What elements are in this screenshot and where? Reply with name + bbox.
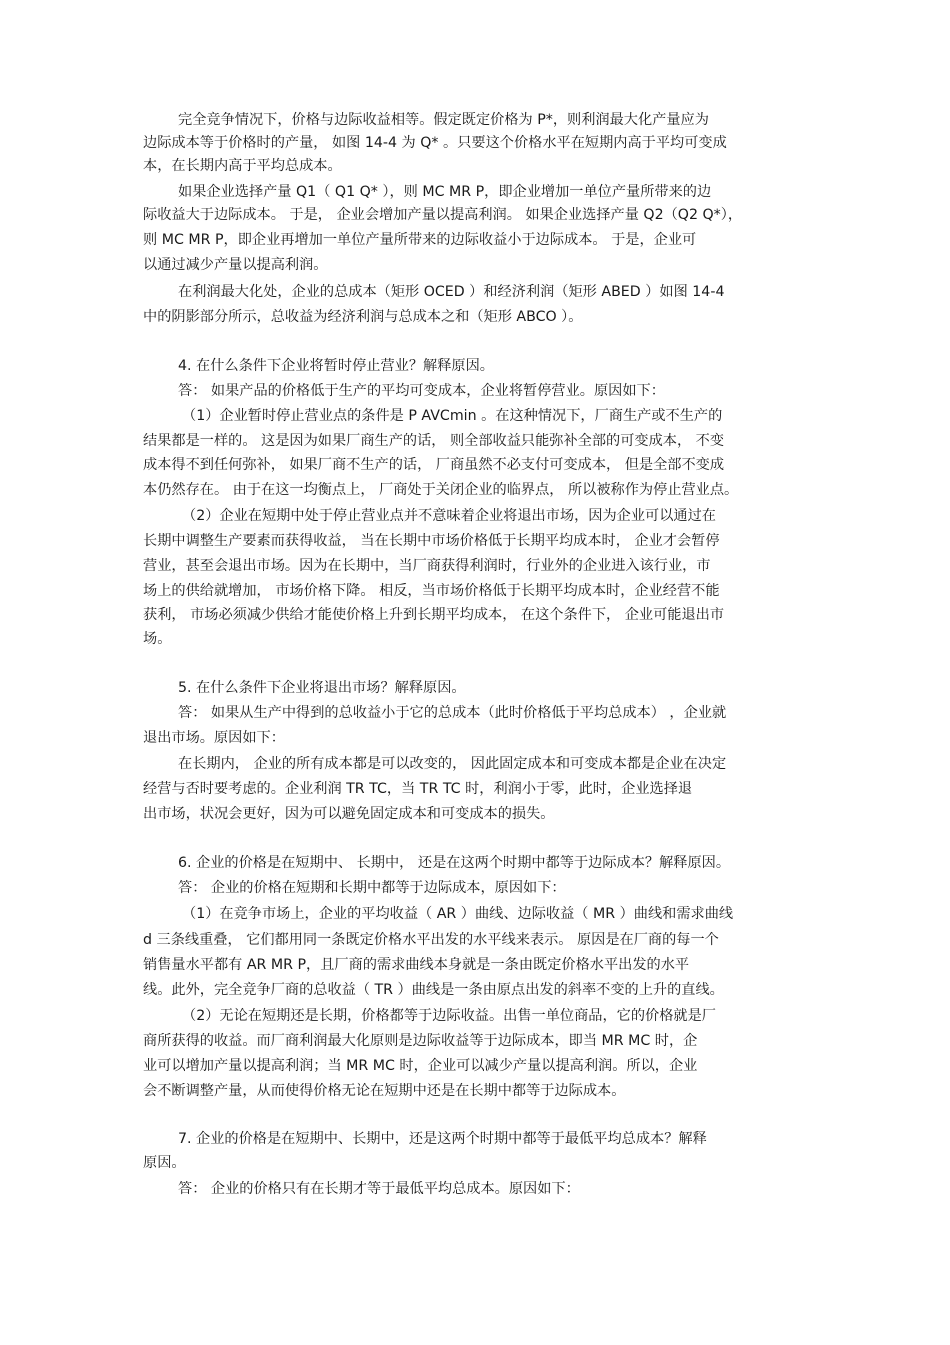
text-line-35: 商所获得的收益。而厂商利润最大化原则是边际收益等于边际成本，即当 MR MC 时，企 <box>143 1033 698 1049</box>
text-line-40: 答： 企业的价格只有在长期才等于最低平均总成本。原因如下： <box>178 1181 580 1197</box>
question-6-heading: 6. 企业的价格是在短期中、 长期中， 还是在这两个时期中都等于边际成本？解释原因。 <box>178 855 731 871</box>
text-line-30: （1）在竞争市场上，企业的平均收益（ AR ）曲线、边际收益（ MR ）曲线和需求曲线 <box>182 906 734 922</box>
text-line-16: （2）企业在短期中处于停止营业点并不意味着企业将退出市场，因为企业可以通过在 <box>182 508 716 524</box>
text-line-39: 原因。 <box>143 1155 186 1171</box>
text-line-29: 答： 企业的价格在短期和长期中都等于边际成本，原因如下： <box>178 880 566 896</box>
text-line-12: （1）企业暂时停止营业点的条件是 P AVCmin 。在这种情况下，厂商生产或不生产的 <box>182 408 723 424</box>
text-line-19: 场上的供给就增加， 市场价格下降。 相反，当市场价格低于长期平均成本时，企业经营不能 <box>143 583 720 599</box>
text-line-2: 边际成本等于价格时的产量， 如图 14-4 为 Q* 。只要这个价格水平在短期内高于平均可变成 <box>143 135 727 151</box>
text-line-5: 际收益大于边际成本。 于是， 企业会增加产量以提高利润。 如果企业选择产量 Q2（Q2 Q*）， <box>143 207 743 223</box>
text-line-26: 经营与否时要考虑的。企业利润 TR TC，当 TR TC 时，利润小于零，此时，企业选择退 <box>143 781 693 797</box>
question-7-heading: 7. 企业的价格是在短期中、长期中，还是这两个时期中都等于最低平均总成本？解释 <box>178 1131 707 1147</box>
text-line-18: 营业，甚至会退出市场。因为在长期中，当厂商获得利润时，行业外的企业进入该行业，市 <box>143 558 711 574</box>
text-line-15: 本仍然存在。 由于在这一均衡点上， 厂商处于关闭企业的临界点， 所以被称作为停止营业点。 <box>143 482 739 498</box>
text-line-3: 本，在长期内高于平均总成本。 <box>143 158 342 174</box>
question-4-heading: 4. 在什么条件下企业将暂时停止营业？解释原因。 <box>178 358 494 374</box>
text-line-9: 中的阴影部分所示，总收益为经济利润与总成本之和（矩形 ABCO ）。 <box>143 309 583 325</box>
text-line-36: 业可以增加产量以提高利润；当 MR MC 时，企业可以减少产量以提高利润。所以，企业 <box>143 1058 698 1074</box>
text-line-24: 退出市场。原因如下： <box>143 730 285 746</box>
text-line-23: 答： 如果从生产中得到的总收益小于它的总成本（此时价格低于平均总成本） ，企业就 <box>178 705 727 721</box>
text-line-34: （2）无论在短期还是长期，价格都等于边际收益。出售一单位商品，它的价格就是厂 <box>182 1008 716 1024</box>
text-line-14: 成本得不到任何弥补， 如果厂商不生产的话， 厂商虽然不必支付可变成本， 但是全部不变成 <box>143 457 725 473</box>
text-line-27: 出市场，状况会更好，因为可以避免固定成本和可变成本的损失。 <box>143 806 555 822</box>
text-line-11: 答： 如果产品的价格低于生产的平均可变成本，企业将暂停营业。原因如下： <box>178 383 665 399</box>
text-line-1: 完全竞争情况下，价格与边际收益相等。假定既定价格为 P*，则利润最大化产量应为 <box>178 112 709 128</box>
text-line-21: 场。 <box>143 631 172 647</box>
text-line-17: 长期中调整生产要素而获得收益， 当在长期中市场价格低于长期平均成本时， 企业才会暂停 <box>143 533 720 549</box>
text-line-37: 会不断调整产量，从而使得价格无论在短期中还是在长期中都等于边际成本。 <box>143 1083 626 1099</box>
text-line-31: d 三条线重叠， 它们都用同一条既定价格水平出发的水平线来表示。 原因是在厂商的每一个 <box>143 932 719 948</box>
question-5-heading: 5. 在什么条件下企业将退出市场？解释原因。 <box>178 680 466 696</box>
text-line-6: 则 MC MR P，即企业再增加一单位产量所带来的边际收益小于边际成本。 于是，企业可 <box>143 232 697 248</box>
text-line-33: 线。此外，完全竞争厂商的总收益（ TR ）曲线是一条由原点出发的斜率不变的上升的直线。 <box>143 982 724 998</box>
text-line-20: 获利， 市场必须减少供给才能使价格上升到长期平均成本， 在这个条件下， 企业可能退出市 <box>143 607 725 623</box>
text-line-25: 在长期内， 企业的所有成本都是可以改变的， 因此固定成本和可变成本都是企业在决定 <box>178 756 727 772</box>
text-line-7: 以通过减少产量以提高利润。 <box>143 257 328 273</box>
text-line-13: 结果都是一样的。 这是因为如果厂商生产的话， 则全部收益只能弥补全部的可变成本， 不变 <box>143 433 725 449</box>
text-line-32: 销售量水平都有 AR MR P，且厂商的需求曲线本身就是一条由既定价格水平出发的水平 <box>143 957 690 973</box>
text-line-8: 在利润最大化处，企业的总成本（矩形 OCED ）和经济利润（矩形 ABED ）如图 14-4 <box>178 284 725 300</box>
text-line-4: 如果企业选择产量 Q1（ Q1 Q* ），则 MC MR P，即企业增加一单位产量所带来的边 <box>178 184 712 200</box>
